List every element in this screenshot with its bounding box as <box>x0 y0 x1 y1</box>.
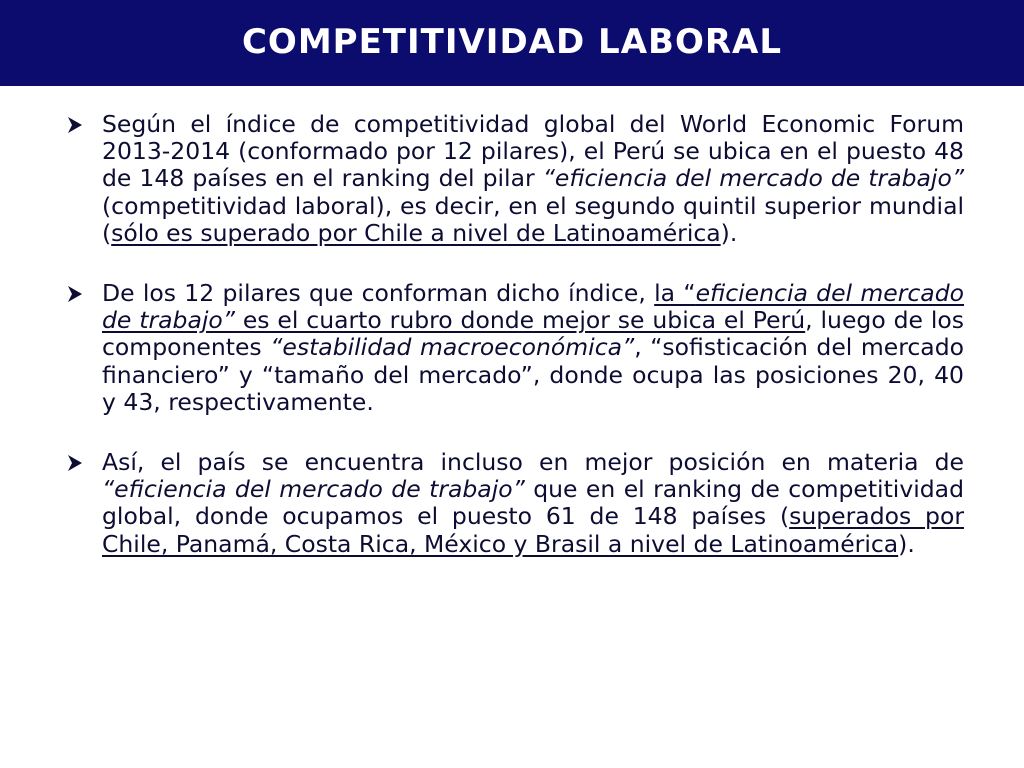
bullet-text <box>102 449 964 558</box>
arrow-bullet-icon <box>66 111 102 138</box>
bullet-item <box>66 449 964 558</box>
italic-text: “eficiencia del mercado de trabajo” <box>102 475 525 504</box>
text-run: , “sofisticación del mercado financiero” y “tamaño del mercado”, donde ocupa las posiciones 20, 40 y 43, respectivamente. <box>102 333 964 416</box>
bullet-item <box>66 111 964 247</box>
text-run: Según el índice de competitividad global del World Economic Forum 2013-2014 (conformado por 12 pilares), el Perú se ubica en el puesto 48 de 148 países en el ranking del pilar <box>102 110 964 193</box>
slide-body <box>66 111 964 591</box>
text-run: Así, el país se encuentra incluso en mejor posición en materia de <box>102 448 964 477</box>
title-bar <box>0 0 1024 86</box>
italic-text: “estabilidad macroeconómica” <box>270 333 635 362</box>
text-run: De los 12 pilares que conforman dicho índice, <box>102 279 655 308</box>
underlined-text: sólo es superado por Chile a nivel de Latinoamérica <box>111 218 721 247</box>
bullet-item <box>66 280 964 416</box>
underlined-text: superados por Chile, Panamá, Costa Rica, México y Brasil a nivel de Latinoamérica <box>102 502 964 558</box>
text-run: (competitividad laboral), es decir, en el segundo quintil superior mundial ( <box>102 191 964 247</box>
underlined-text: la “ <box>654 279 696 308</box>
text-run: ). <box>898 529 915 558</box>
text-run: ). <box>720 218 738 247</box>
bullet-text <box>102 280 964 416</box>
page-title: COMPETITIVIDAD LABORAL <box>241 22 783 62</box>
text-run: , luego de los componentes <box>102 306 965 362</box>
underlined-text: es el cuarto rubro donde mejor se ubica el Perú <box>234 306 806 335</box>
text-run: que en el ranking de competitividad global, donde ocupamos el puesto 61 de 148 países ( <box>102 475 964 531</box>
arrow-bullet-icon <box>66 449 102 476</box>
underlined-italic-text: eficiencia del mercado de trabajo” <box>102 279 965 335</box>
bullet-text <box>102 111 964 247</box>
italic-text: “eficiencia del mercado de trabajo” <box>542 164 964 193</box>
arrow-bullet-icon <box>66 280 102 307</box>
